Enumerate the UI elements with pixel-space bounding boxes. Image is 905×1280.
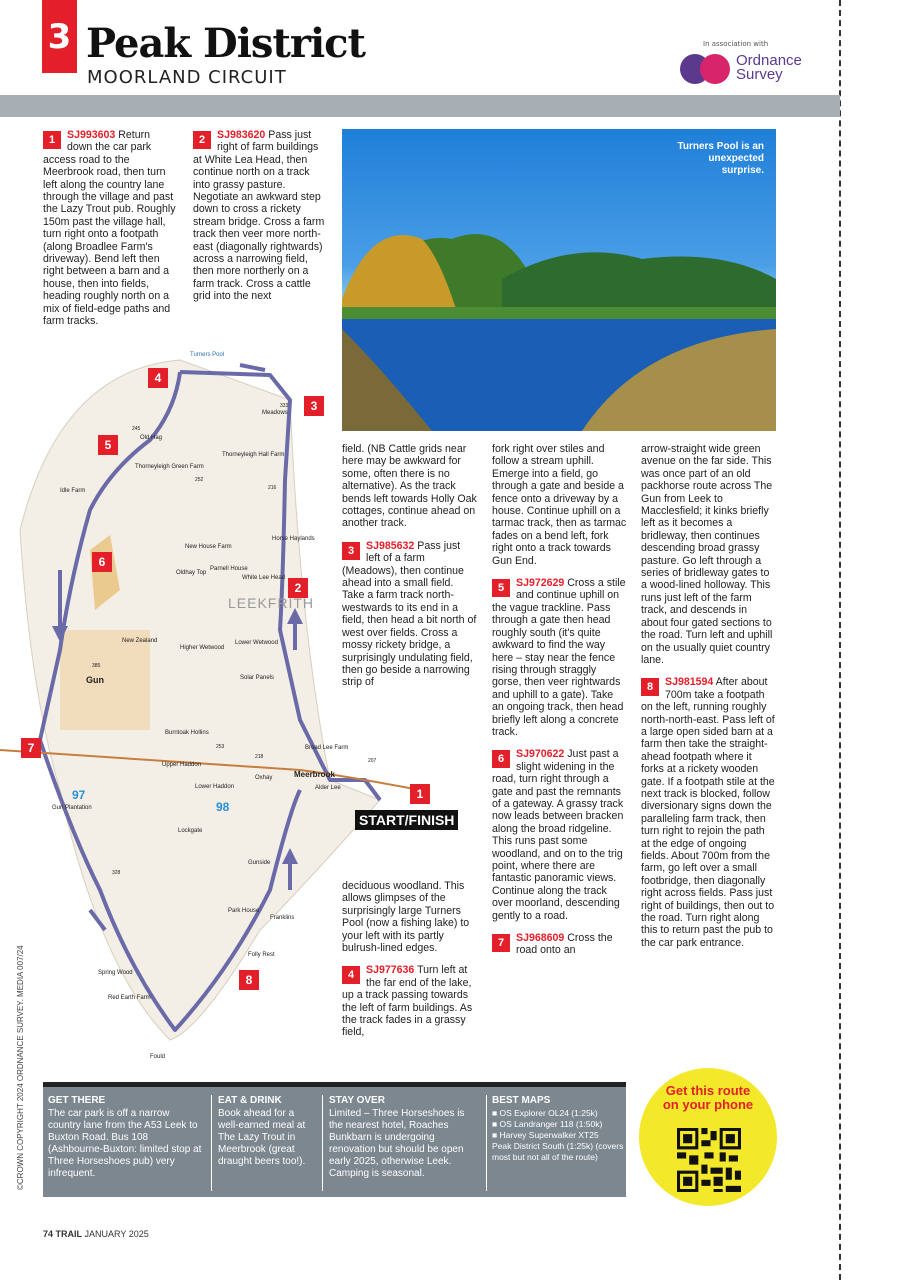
grid-ref: SJ985632 — [366, 539, 415, 552]
step-number: 2 — [193, 131, 211, 149]
divider — [211, 1095, 212, 1191]
issue-date: JANUARY 2025 — [84, 1229, 149, 1239]
os-logo-text-2: Survey — [736, 66, 783, 83]
eat-drink-box — [218, 1095, 313, 1168]
map-label: Red Earth Farm — [108, 995, 151, 1001]
map-waypoint-1: 1 — [410, 784, 430, 804]
step-number: 8 — [641, 678, 659, 696]
step-text: Return down the car park access road to the Meerbrook road, then turn left along the country lane through the village and past the Lazy Trout pub. Roughly 150m past the village hall, turn right onto a footpath (along Broadlee Farm's driveway). Bend left then right between a barn and a house, then into fields, heading roughly north on a mix of field-edge paths and farm tracks. — [43, 129, 176, 328]
page-title: Peak District — [86, 20, 365, 67]
get-there-title: GET THERE — [48, 1095, 106, 1106]
map-label: Park House — [228, 908, 260, 914]
step-text: After about 700m take a footpath on the left, running roughly north-north-east. Pass left of a large open sided barn at a farm then take the straight-ahead footpath where it forks at a rickety wooden gate. If a footpath stile at the next track is blocked, follow diversionary signs down the paralleling farm track, then turn right to rejoin the path at the edge of ongoing fields. About 700m from the farm, go left over a small footbridge, then diagonally right across fields. Pass just right of buildings, then out to the road. Turn right along this to return past the pub to the car park entrance. — [641, 676, 775, 949]
step-number: 5 — [492, 579, 510, 597]
map-label: Lockgate — [178, 828, 203, 834]
route-98-label: 98 — [216, 800, 230, 814]
spot-height: 333 — [280, 403, 289, 409]
spot-height: 245 — [132, 426, 141, 432]
step-number: 4 — [342, 966, 360, 984]
best-maps-item: ■ OS Landranger 118 (1:50k) — [492, 1119, 603, 1129]
grid-ref: SJ968609 — [516, 932, 565, 945]
trim-line — [839, 0, 841, 1280]
step-text: Just past a slight widening in the road, turn right through a gate and past the remnants of a gateway. A grassy track now leads between bracken along the broad ridgeline. This runs past some woodland, and on to the trig point, where there are fantastic panoramic views. Continue along the track over moorland, descending gently to a road. — [492, 748, 624, 922]
divider — [486, 1095, 487, 1191]
text-column-4 — [492, 443, 627, 967]
map-area-label: LEEKFRITH — [228, 595, 315, 611]
step-continued: fork right over stiles and follow a stream uphill. Emerge into a field, go through a gate and beside a fence onto a driveway by a house. Continue uphill on a tarmac track, then as tarmac fades on a bend left, fork right onto a track towards Gun End. — [492, 443, 627, 567]
info-bar — [43, 1082, 626, 1197]
get-there-box — [48, 1095, 203, 1180]
step-number: 7 — [492, 934, 510, 952]
step-continued: field. (NB Cattle grids near here may be awkward for some, often there is no alternative). As the track bends left towards Holly Oak cottages, continue ahead on another track. — [342, 443, 477, 530]
map-label: Horse Haylands — [272, 536, 315, 542]
magazine-name: TRAIL — [55, 1229, 83, 1239]
spot-height: 253 — [216, 744, 225, 750]
divider — [322, 1095, 323, 1191]
grid-ref: SJ983620 — [217, 129, 266, 141]
best-maps-title: BEST MAPS — [492, 1095, 551, 1106]
map-waypoint-4: 4 — [148, 368, 168, 388]
map-waypoint-5: 5 — [98, 435, 118, 455]
map-label: Gun — [86, 675, 104, 685]
map-waypoint-3: 3 — [304, 396, 324, 416]
map-label: Lower Wetwood — [235, 640, 278, 646]
step-text: Pass just left of a farm (Meadows), then continue ahead into a small field. Take a farm track north-westwards to its end in a field, then head a bit north of west over fields. Cross a mossy rickety bridge, a surprisingly undulating field, then go beside a narrowing strip of — [342, 539, 477, 689]
map-label: Burntoak Hollins — [165, 730, 209, 736]
best-maps-note: Peak District South (1:25k) (covers most but not all of the route) — [492, 1141, 624, 1162]
spot-height: 252 — [195, 477, 204, 483]
map-label: Oldhay Top — [176, 570, 207, 576]
map-label: Parnell House — [210, 566, 248, 572]
step-continued: arrow-straight wide green avenue on the far side. This was once part of an old packhorse route across The Gun from Leek to Macclesfield; it kinks briefly left as it becomes a bridleway, then continues descending broad grassy pasture. Go left through a series of bridleway gates to a wood-lined holloway. This runs just left of the farm track, and descends in about four gated sections to the road. Turn left and uphill on the usually quiet country lane. — [641, 443, 773, 666]
best-maps-item: ■ OS Explorer OL24 (1:25k) — [492, 1108, 598, 1118]
map-label: Higher Wetwood — [180, 645, 225, 651]
map-label: Solar Panels — [240, 675, 275, 681]
step-text: Cross the road onto an — [516, 932, 613, 957]
map-label: Fould — [150, 1054, 166, 1060]
start-finish-label: START/FINISH — [355, 810, 458, 830]
spot-height: 218 — [255, 754, 264, 760]
get-there-text: The car park is off a narrow country lane from the A53 Leek to Buxton Road. Bus 108 (Ashbourne-Buxton: limited stop at Three Horseshoes pub) very infrequent. — [48, 1108, 202, 1179]
photo-caption: Turners Pool is an unexpected surprise. — [677, 141, 764, 176]
map-label: Meerbrook — [294, 770, 335, 779]
best-maps-box — [492, 1095, 624, 1163]
stay-over-title: STAY OVER — [329, 1095, 385, 1106]
map-waypoint-7: 7 — [21, 738, 41, 758]
eat-drink-text: Book ahead for a well-earned meal at The Lazy Trout in Meerbrook (great draught beers too!). — [218, 1108, 306, 1167]
step-text: Pass just right of farm buildings at White Lea Head, then continue north on a track into grassy pasture. Negotiate an awkward step down to cross a rickety stream bridge. Cross a farm track then veer more north-east (diagonally rightwards) across a narrowing field, then more northerly on a farm track. Cross a cattle grid into the next — [193, 129, 325, 303]
map-waypoint-8: 8 — [239, 970, 259, 990]
page-footer — [43, 1229, 149, 1239]
stay-over-text: Limited – Three Horseshoes is the nearest hotel, Roaches Bunkbarn is undergoing renovation but should be open early 2025, otherwise Leek. Camping is seasonal. — [329, 1108, 465, 1179]
map-label: Franklins — [270, 915, 295, 921]
step-number: 1 — [43, 131, 61, 149]
qr-label-2: on your phone — [662, 1097, 754, 1112]
map-label: New Zealand — [122, 638, 158, 644]
page-number: 74 — [43, 1229, 54, 1239]
os-logo-mark2-icon — [700, 54, 730, 84]
stay-over-box — [329, 1095, 479, 1180]
qr-code-icon[interactable] — [677, 1128, 741, 1192]
map-label: Turners Pool — [190, 352, 225, 358]
route-97-label: 97 — [72, 788, 86, 802]
grid-ref: SJ977636 — [366, 964, 415, 977]
grid-ref: SJ970622 — [516, 748, 565, 761]
step-continued: deciduous woodland. This allows glimpses of the surprisingly large Turners Pool (now a fishing lake) to your left with its partly bulrush-lined edges. — [342, 880, 470, 955]
spot-height: 207 — [368, 758, 377, 764]
map-label: Broad Lee Farm — [305, 745, 349, 751]
step-text: Turn left at the far end of the lake, up a track passing towards the left of farm buildings. As the track fades in a grassy field, — [342, 964, 473, 1039]
map-label: New House Farm — [185, 544, 232, 550]
map-label: White Lee Head — [242, 575, 286, 581]
step-number: 6 — [492, 750, 510, 768]
text-column-3b — [342, 880, 477, 1049]
step-1-block — [43, 129, 178, 338]
qr-promo[interactable] — [639, 1068, 777, 1206]
map-label: Lower Haddon — [195, 784, 235, 790]
map-label: Spring Wood — [98, 970, 133, 976]
grid-ref: SJ981594 — [665, 676, 714, 689]
step-number: 3 — [342, 542, 360, 560]
map-label: Gunside — [248, 860, 271, 866]
ordnance-survey-logo — [680, 52, 810, 86]
qr-label-1: Get this route — [665, 1083, 751, 1098]
spot-height: 385 — [92, 663, 101, 669]
map-label: Alder Lee — [315, 785, 341, 791]
map-label: Gun Plantation — [52, 805, 92, 811]
map-label: Thorneyleigh Green Farm — [135, 464, 204, 470]
copyright-note: ©CROWN COPYRIGHT 2024 ORDNANCE SURVEY. MEDIA 007/24 — [16, 945, 25, 1190]
page-subtitle: MOORLAND CIRCUIT — [87, 67, 287, 88]
step-text: Cross a stile and continue uphill on the vague trackline. Pass through a gate then head roughly south (it's quite awkward to find the way here – stay near the fence rising through straggly gorse, then veer rightwards and uphill to a gate). Take an ongoing track, then head briefly left along a concrete track. — [492, 577, 626, 738]
text-column-3 — [342, 443, 477, 699]
text-column-5 — [641, 443, 776, 959]
grid-ref: SJ972629 — [516, 577, 565, 590]
section-number: 3 — [42, 0, 77, 73]
map-label: Oxhay — [255, 775, 273, 781]
map-label: Meadows — [262, 410, 288, 416]
spot-height: 216 — [268, 485, 277, 491]
step-2-block — [193, 129, 328, 313]
grid-ref: SJ993603 — [67, 129, 116, 141]
eat-drink-title: EAT & DRINK — [218, 1095, 282, 1106]
map-label: Old Hag — [140, 435, 163, 441]
os-logo-text-1: Ordnance — [736, 52, 802, 69]
best-maps-item: ■ Harvey Superwalker XT25 — [492, 1130, 599, 1140]
association-label: In association with — [703, 40, 769, 48]
map-label: Folly Rest — [248, 952, 275, 958]
map-waypoint-6: 6 — [92, 552, 112, 572]
map-label: Upper Haddon — [162, 762, 202, 768]
map-waypoint-2: 2 — [288, 578, 308, 598]
spot-height: 328 — [112, 870, 121, 876]
map-label: Thorneyleigh Hall Farm — [222, 452, 285, 458]
map-label: Idle Farm — [60, 488, 86, 494]
header-bar — [0, 95, 840, 117]
